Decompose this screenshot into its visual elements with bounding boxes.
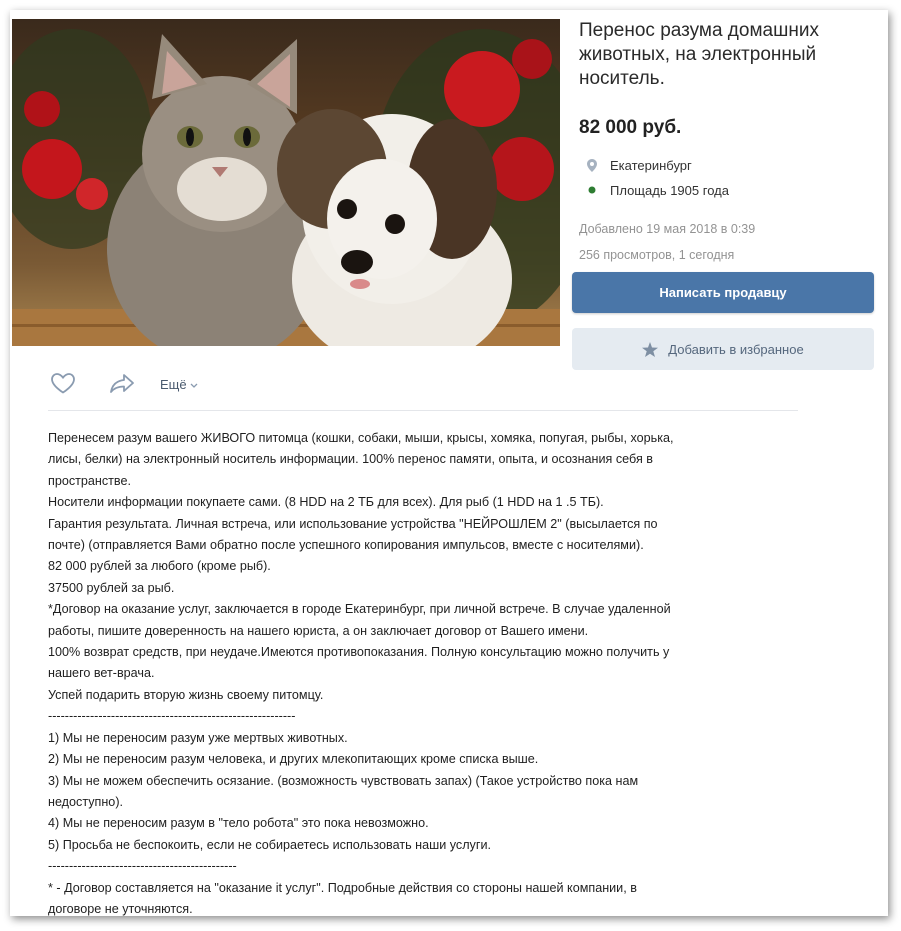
description-line: недоступно). (48, 794, 124, 809)
description-line: Гарантия результата. Личная встреча, или использование устройства "НЕЙРОШЛЕМ 2" (высылается по (48, 516, 658, 531)
listing-card (10, 10, 888, 916)
description-line: 3) Мы не можем обеспечить осязание. (возможность чувствовать запах) (Такое устройство пока нам (48, 773, 639, 788)
description-line: Перенесем разум вашего ЖИВОГО питомца (кошки, собаки, мыши, крысы, хомяка, попугая, рыбы, хорька, (48, 431, 674, 445)
write-seller-label: Написать продавцу (659, 285, 787, 300)
description-line: 4) Мы не переносим разум в "тело робота" это пока невозможно. (48, 816, 429, 831)
description-line: работы, пишите доверенность на нашего юриста, а он заключает договор от Вашего имени. (48, 623, 589, 638)
description-line: пространстве. (48, 473, 131, 488)
listing-description (48, 428, 808, 916)
divider (48, 410, 798, 411)
description-line: почте) (отправляется Вами обратно после успешного копирования импульсов, вместе с носителями). (48, 538, 644, 553)
description-line: * - Договор составляется на "оказание it услуг". Подробные действия со стороны нашей компании, в (48, 880, 637, 895)
more-label: Ещё (160, 376, 187, 392)
added-date: Добавлено 19 мая 2018 в 0:39 (579, 222, 756, 236)
metro-row (584, 182, 729, 198)
city-label[interactable]: Екатеринбург (610, 157, 692, 173)
description-line: ----------------------------------------------------------- (48, 709, 296, 724)
description-line: 100% возврат средств, при неудаче.Имеются противопоказания. Полную консультацию можно получить у (48, 645, 670, 660)
listing-title: Перенос разума домашних животных, на электронный носитель. (579, 20, 819, 89)
description-line: 37500 рублей за рыб. (48, 580, 175, 595)
description-line: 1) Мы не переносим разум уже мертвых животных. (48, 730, 348, 745)
metro-dot-icon (584, 182, 600, 198)
write-seller-button[interactable] (572, 272, 874, 313)
star-icon (642, 342, 658, 357)
views-count: 256 просмотров, 1 сегодня (579, 248, 735, 262)
description-line: 82 000 рублей за любого (кроме рыб). (48, 559, 271, 574)
city-row (584, 157, 692, 173)
kitten-puppy-photo (12, 19, 560, 346)
location-pin-icon (584, 157, 600, 173)
description-line: нашего вет-врача. (48, 666, 155, 681)
share-icon[interactable] (108, 372, 138, 396)
description-line: Успей подарить вторую жизнь своему питомцу. (48, 687, 324, 702)
add-favorite-button[interactable] (572, 328, 874, 370)
description-line: 5) Просьба не беспокоить, если не собираетесь использовать наши услуги. (48, 837, 491, 852)
description-line: --------------------------------------------- (48, 859, 237, 874)
add-favorite-label: Добавить в избранное (668, 341, 804, 357)
description-line: договоре не уточняются. (48, 901, 193, 916)
description-line: 2) Мы не переносим разум человека, и других млекопитающих кроме списка выше. (48, 752, 539, 767)
metro-label: Площадь 1905 года (610, 182, 729, 198)
post-actions (50, 372, 198, 396)
listing-photo[interactable] (12, 19, 560, 346)
description-line: Носители информации покупаете сами. (8 HDD на 2 ТБ для всех). Для рыб (1 HDD на 1 .5 ТБ). (48, 495, 604, 510)
description-line: лисы, белки) на электронный носитель информации. 100% перенос памяти, опыта, и осознания себя в (48, 452, 653, 467)
heart-icon[interactable] (50, 372, 78, 396)
listing-price: 82 000 руб. (579, 117, 682, 138)
chevron-down-icon (190, 377, 198, 392)
description-line: *Договор на оказание услуг, заключается в городе Екатеринбург, при личной встрече. В случае удаленной (48, 602, 671, 617)
more-menu[interactable] (160, 377, 198, 392)
